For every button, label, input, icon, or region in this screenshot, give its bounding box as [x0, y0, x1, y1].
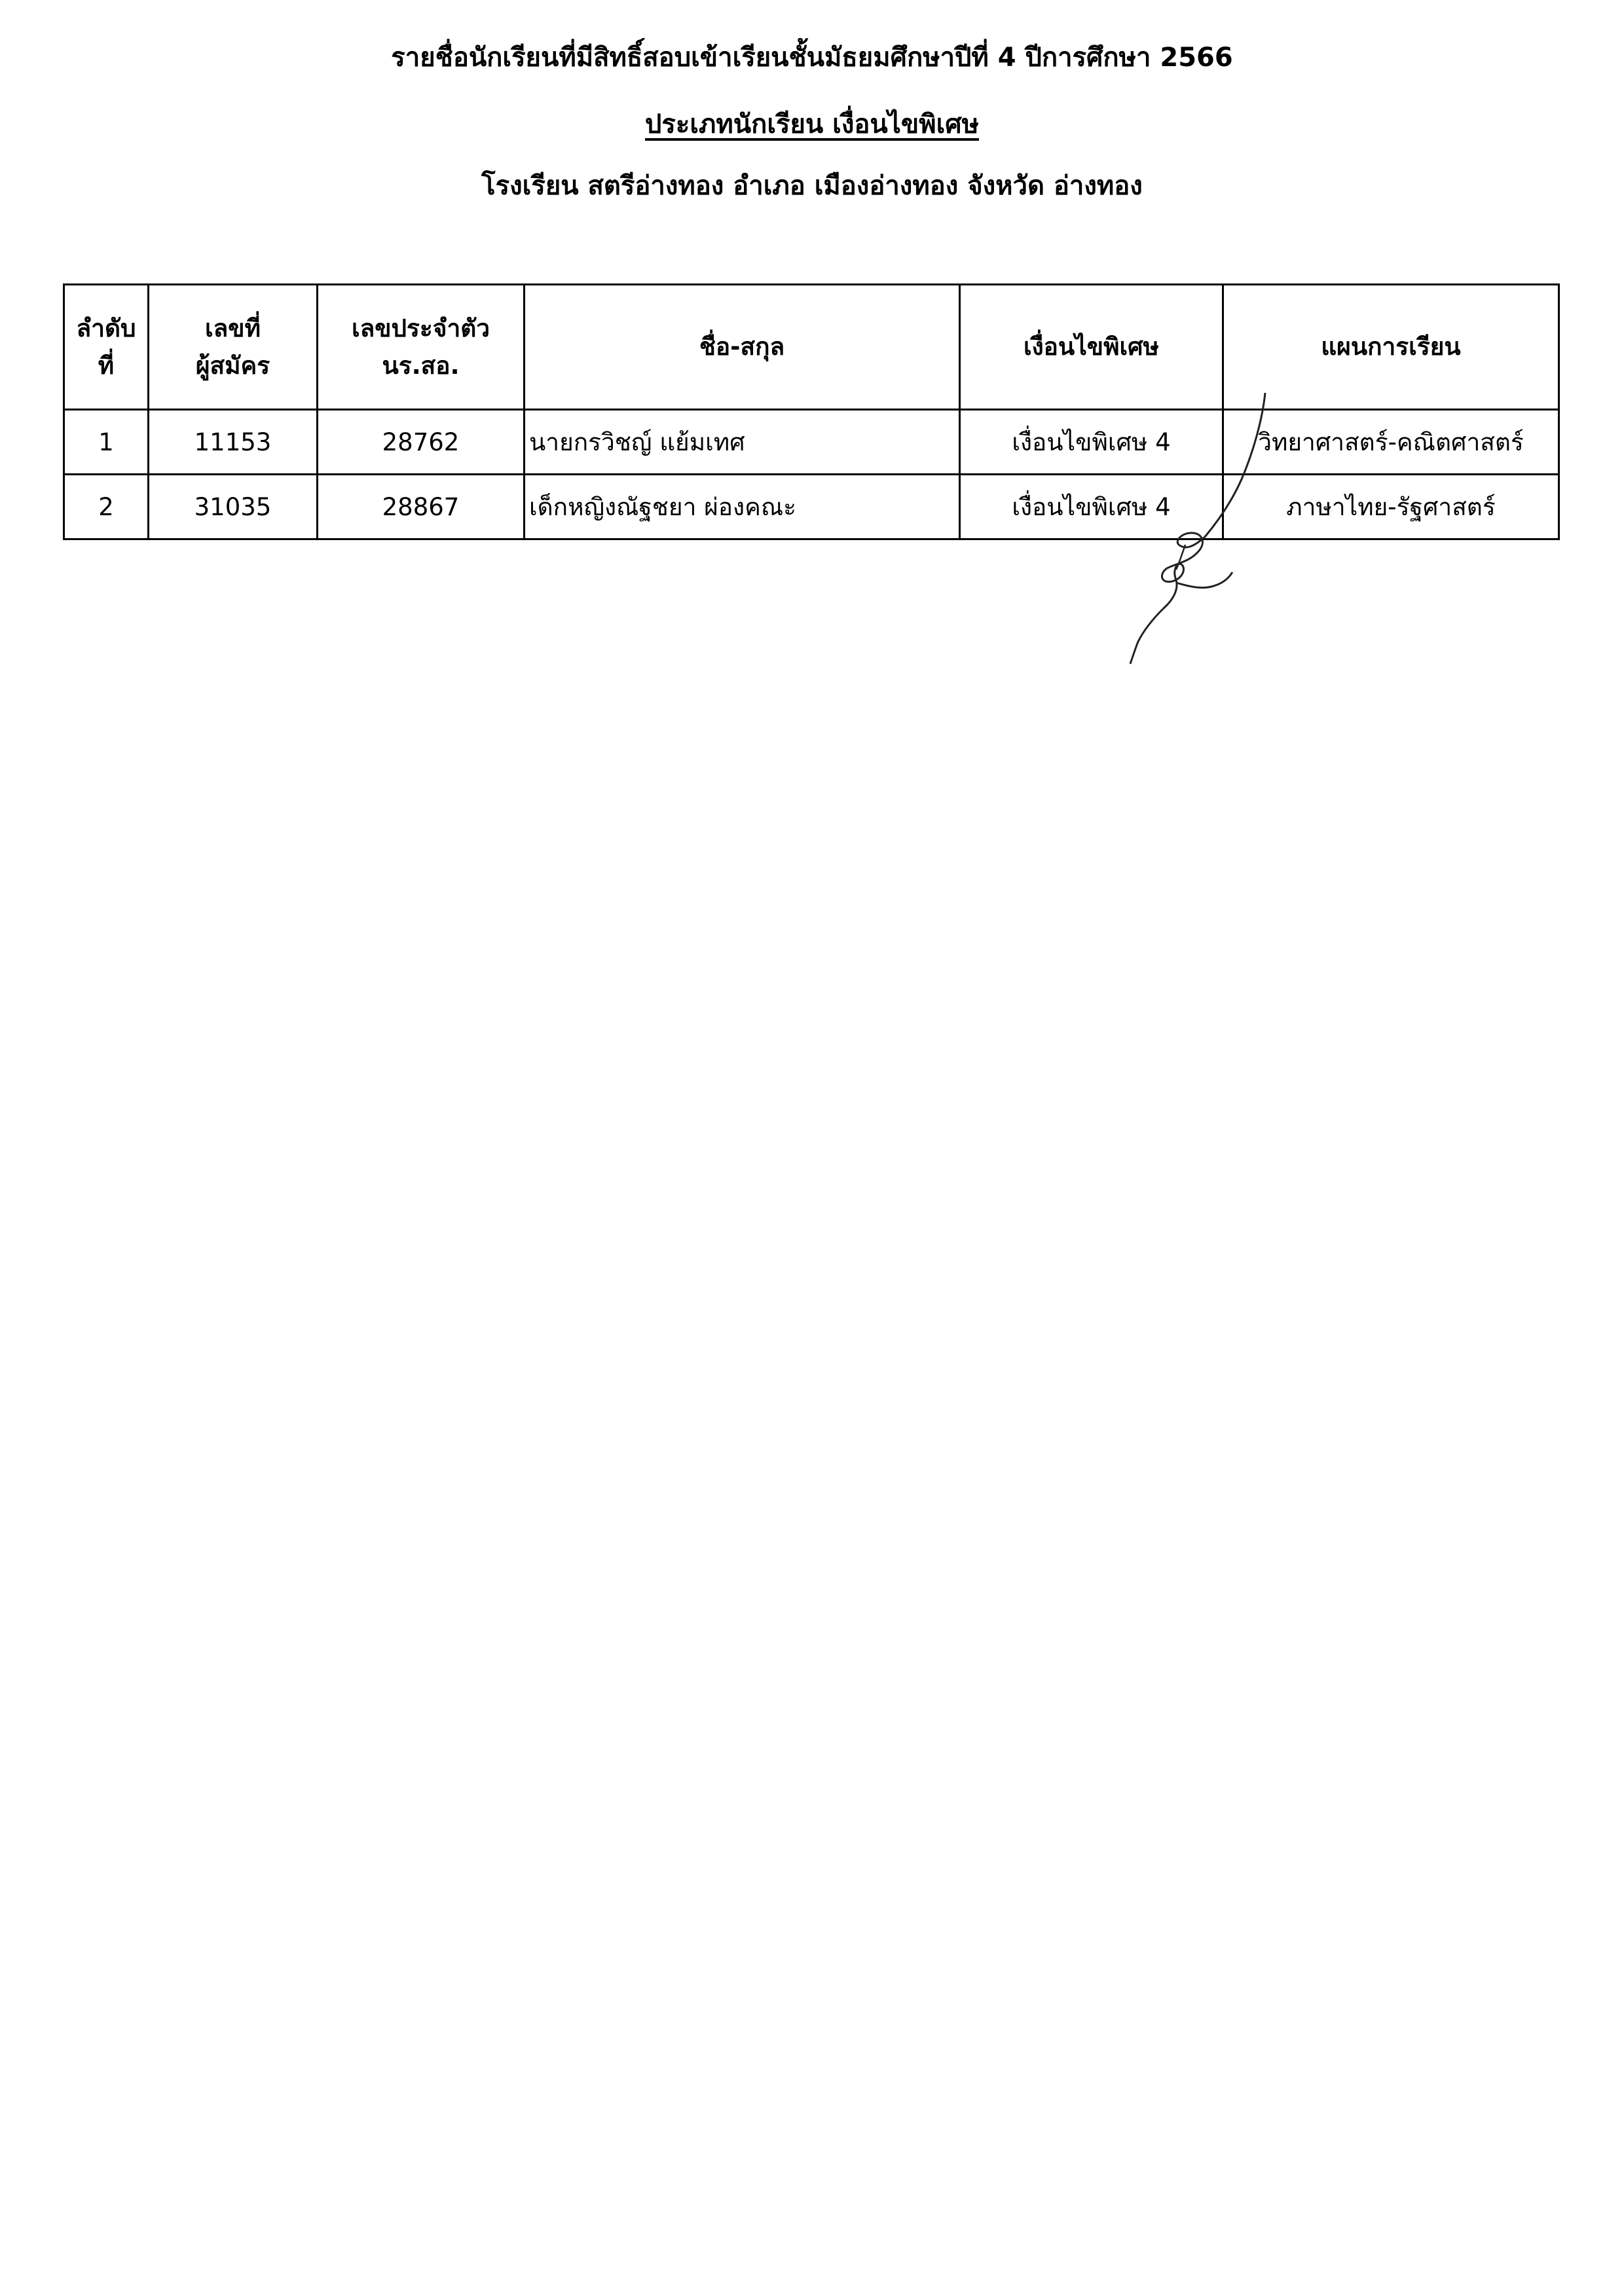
cell-applicant-no: 11153	[149, 410, 318, 475]
cell-name: นายกรวิชญ์ แย้มเทศ	[525, 410, 960, 475]
col-header-study-plan	[1223, 285, 1559, 410]
cell-condition: เงื่อนไขพิเศษ 4	[960, 475, 1223, 539]
page-title: รายชื่อนักเรียนที่มีสิทธิ์สอบเข้าเรียนชั้นมัธยมศึกษาปีที่ 4 ปีการศึกษา 2566	[391, 43, 1233, 73]
col-header-applicant-no	[149, 285, 318, 410]
col-header-name-line1: ชื่อ-สกุล	[699, 333, 785, 361]
cell-applicant-no: 31035	[149, 475, 318, 539]
col-header-order-line2: ที่	[98, 352, 115, 380]
col-header-study-plan-line1: แผนการเรียน	[1321, 333, 1461, 361]
col-header-student-id-line1: เลขประจำตัว	[351, 314, 490, 342]
cell-condition: เงื่อนไขพิเศษ 4	[960, 410, 1223, 475]
col-header-name	[525, 285, 960, 410]
col-header-student-id	[318, 285, 525, 410]
applicant-table	[63, 283, 1560, 540]
cell-study-plan: ภาษาไทย-รัฐศาสตร์	[1223, 475, 1559, 539]
col-header-order-line1: ลำดับ	[76, 314, 136, 342]
cell-study-plan: วิทยาศาสตร์-คณิตศาสตร์	[1223, 410, 1559, 475]
table-row	[64, 475, 1559, 539]
table-header-row	[64, 285, 1559, 410]
col-header-condition-line1: เงื่อนไขพิเศษ	[1023, 333, 1160, 361]
school-heading: โรงเรียน สตรีอ่างทอง อำเภอ เมืองอ่างทอง จังหวัด อ่างทอง	[481, 171, 1143, 201]
cell-student-id: 28762	[318, 410, 525, 475]
cell-order: 2	[64, 475, 149, 539]
col-header-condition	[960, 285, 1223, 410]
col-header-order	[64, 285, 149, 410]
handwritten-signature	[1113, 393, 1283, 668]
col-header-student-id-line2: นร.สอ.	[382, 352, 460, 380]
col-header-applicant-no-line1: เลขที่	[204, 314, 261, 342]
cell-student-id: 28867	[318, 475, 525, 539]
cell-name: เด็กหญิงณัฐชยา ผ่องคณะ	[525, 475, 960, 539]
cell-order: 1	[64, 410, 149, 475]
col-header-applicant-no-line2: ผู้สมัคร	[195, 352, 270, 380]
student-type-heading: ประเภทนักเรียน เงื่อนไขพิเศษ	[644, 109, 980, 139]
table-row	[64, 410, 1559, 475]
